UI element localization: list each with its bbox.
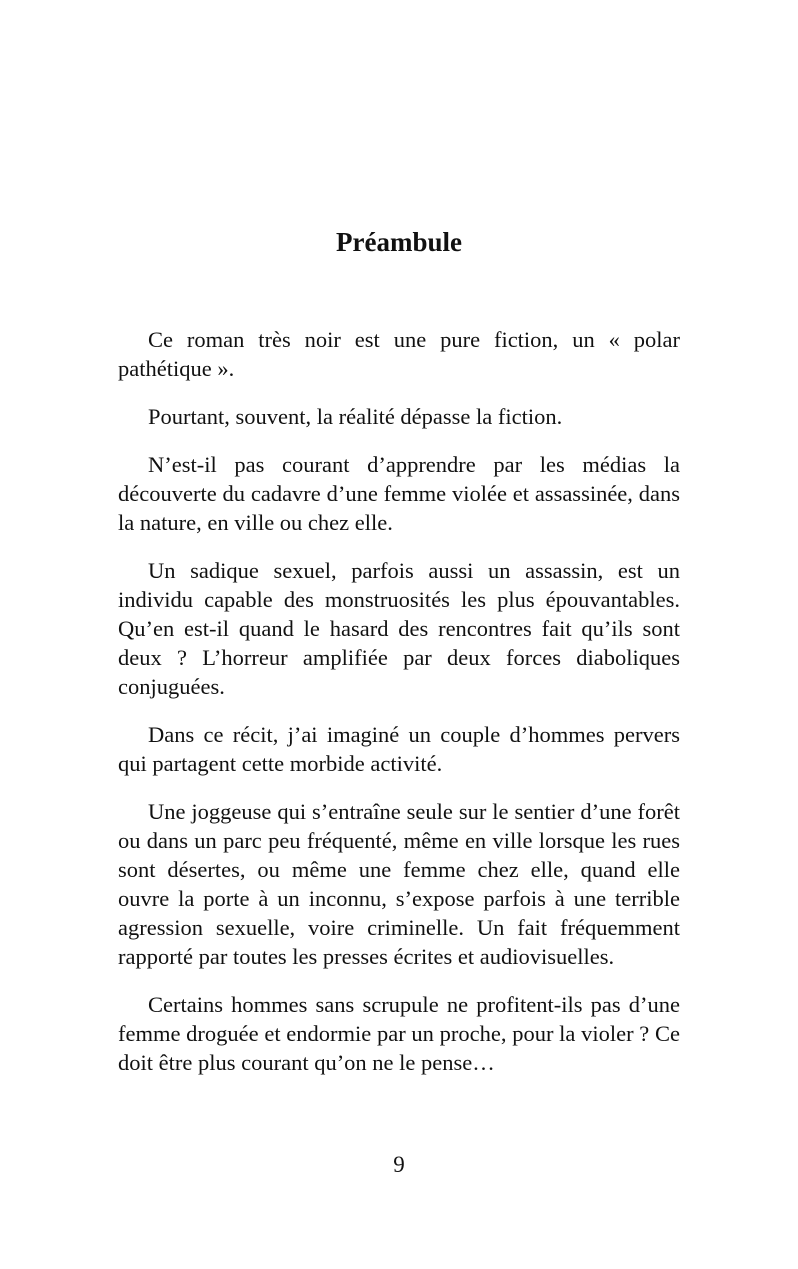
paragraph: Pourtant, souvent, la réalité dépasse la fiction. bbox=[148, 404, 563, 429]
page-number: 9 bbox=[393, 1152, 405, 1177]
paragraph: Certains hommes sans scrupule ne profitent-ils pas d’une femme droguée et endormie par un proche, pour la violer ? Ce doit être plus courant qu’on ne le pense… bbox=[118, 992, 680, 1075]
paragraph: Une joggeuse qui s’entraîne seule sur le sentier d’une forêt ou dans un parc peu fréquenté, même en ville lorsque les rues sont désertes, ou même une femme chez elle, quand elle ouvre la porte à un inconnu, s’expose parfois à une terrible agression sexuelle, voire criminelle. Un fait fréquemment rapporté par toutes les presses écrites et audiovisuelles. bbox=[118, 799, 680, 969]
paragraph: Un sadique sexuel, parfois aussi un assassin, est un individu capable des monstruosités les plus épouvantables. Qu’en est-il quand le hasard des rencontres fait qu’ils sont deux ? L’horreur amplifiée par deux forces diaboliques conjuguées. bbox=[118, 558, 680, 699]
chapter-body bbox=[118, 325, 680, 1096]
paragraph: Ce roman très noir est une pure fiction, un « polar pathétique ». bbox=[118, 327, 680, 381]
paragraph: N’est-il pas courant d’apprendre par les médias la découverte du cadavre d’une femme violée et assassinée, dans la nature, en ville ou chez elle. bbox=[118, 452, 680, 535]
paragraph: Dans ce récit, j’ai imaginé un couple d’hommes pervers qui partagent cette morbide activité. bbox=[118, 722, 680, 776]
chapter-title: Préambule bbox=[336, 227, 462, 257]
